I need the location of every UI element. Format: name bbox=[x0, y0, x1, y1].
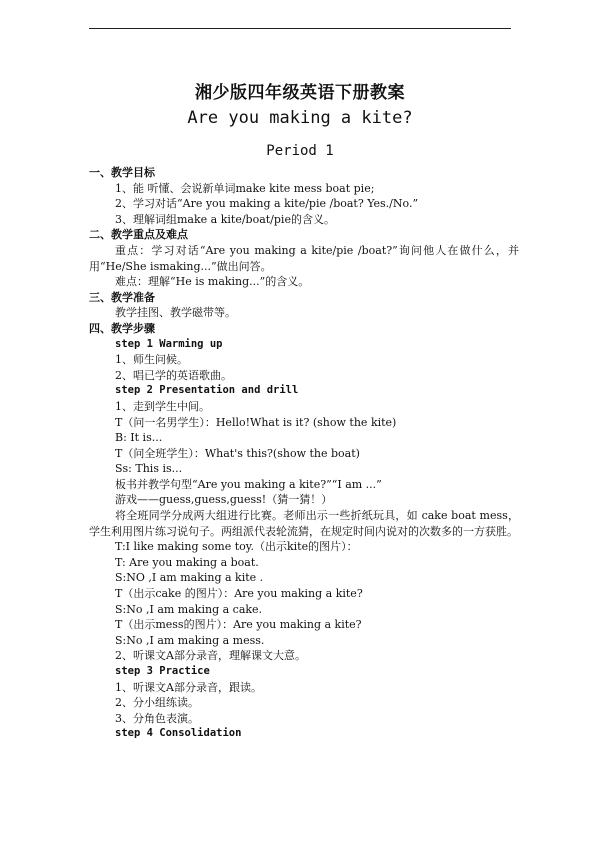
period-label: Period 1 bbox=[266, 143, 334, 159]
dialogue-line: S:No ,I am making a cake. bbox=[115, 602, 263, 616]
game-paragraph: 将全班同学分成两大组进行比赛。老师出示一些折纸玩具，如 cake boat mess，学生利用图片练习说句子。两组派代表轮流猜，在规定时间内说对的次数多的一方获胜。 bbox=[89, 509, 519, 538]
dialogue-line: S:NO ,I am making a kite . bbox=[115, 571, 264, 585]
step-title: step 2 Presentation and drill bbox=[115, 384, 299, 397]
section-heading: 二、教学重点及难点 bbox=[89, 228, 188, 242]
dialogue-line: T（出示cake 的图片）：Are you making a kite? bbox=[115, 587, 363, 601]
list-item: 2、分小组练读。 bbox=[115, 696, 199, 710]
document-body bbox=[89, 165, 519, 742]
step-title: step 4 Consolidation bbox=[115, 727, 242, 740]
list-item: T（问全班学生）：What's this?(show the boat) bbox=[115, 446, 360, 460]
dialogue-line: T:I like making some toy.（出示kite的图片）： bbox=[115, 540, 358, 554]
list-item: 3、理解词组make a kite/boat/pie的含义。 bbox=[115, 212, 335, 226]
section-heading: 一、教学目标 bbox=[89, 166, 155, 179]
preparation-line: 教学挂图、教学磁带等。 bbox=[115, 306, 236, 320]
list-item: 1、听课文A部分录音，跟读。 bbox=[115, 680, 262, 694]
list-item: Ss: This is... bbox=[115, 462, 183, 476]
list-item: 1、走到学生中间。 bbox=[115, 399, 210, 413]
step-title: step 3 Practice bbox=[115, 665, 210, 677]
list-item: 1、师生问候。 bbox=[115, 353, 188, 367]
difficulty-line: 难点：理解“He is making...”的含义。 bbox=[115, 275, 310, 289]
document-title: 湘少版四年级英语下册教案 bbox=[195, 83, 405, 103]
dialogue-line: T: Are you making a boat. bbox=[115, 555, 259, 569]
list-item: 2、唱已学的英语歌曲。 bbox=[115, 368, 232, 382]
list-item: 2、学习对话“Are you making a kite/pie /boat? Yes./No.” bbox=[115, 197, 419, 211]
top-rule bbox=[89, 28, 511, 29]
step-title: step 1 Warming up bbox=[115, 337, 223, 350]
list-item: 1、能 听懂、会说新单词make kite mess boat pie; bbox=[115, 181, 375, 195]
dialogue-line: T（出示mess的图片）：Are you making a kite? bbox=[115, 618, 362, 632]
list-item: 游戏——guess,guess,guess!（猜一猜！） bbox=[115, 493, 333, 507]
list-item: 3、分角色表演。 bbox=[115, 711, 199, 725]
dialogue-line: S:No ,I am making a mess. bbox=[115, 633, 265, 647]
section-heading: 三、教学准备 bbox=[89, 290, 155, 304]
key-point-paragraph: 重点：学习对话“Are you making a kite/pie /boat?”询问他人在做什么，并用“He/She ismaking...”做出问答。 bbox=[89, 243, 519, 273]
lesson-title: Are you making a kite? bbox=[187, 108, 413, 128]
list-item: 2、听课文A部分录音，理解课文大意。 bbox=[115, 649, 306, 663]
list-item: T（问一名男学生）：Hello!What is it? (show the kite) bbox=[115, 415, 397, 429]
section-heading: 四、教学步骤 bbox=[89, 321, 155, 335]
list-item: B: It is... bbox=[115, 431, 163, 445]
list-item: 板书并教学句型“Are you making a kite?”“I am ...” bbox=[115, 477, 382, 491]
